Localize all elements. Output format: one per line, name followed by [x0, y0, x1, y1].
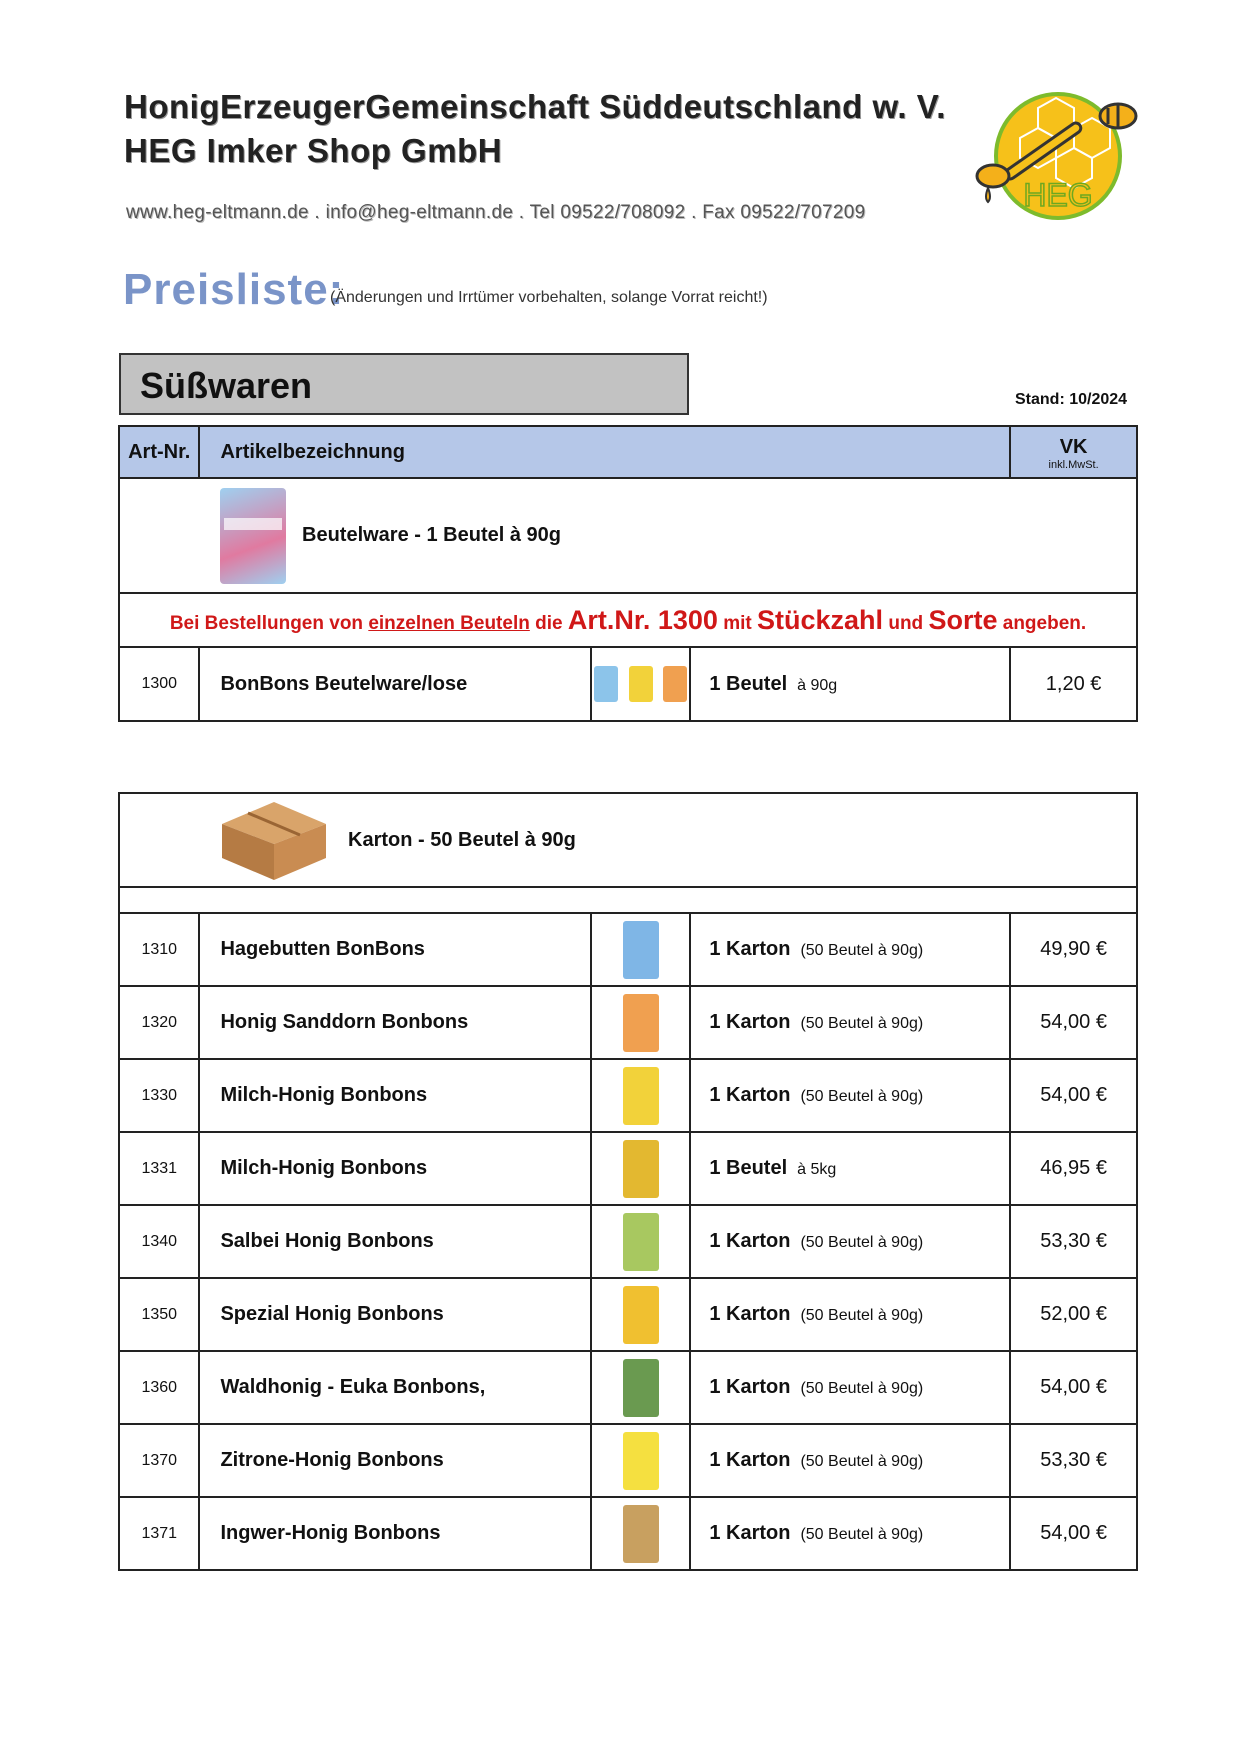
table-row	[119, 1424, 1137, 1497]
section-title: Süßwaren	[140, 365, 313, 406]
table-row	[119, 1351, 1137, 1424]
article-name: Ingwer-Honig Bonbons	[199, 1497, 590, 1570]
product-image	[591, 647, 691, 721]
candy-bag-icon	[623, 1213, 659, 1271]
article-name: BonBons Beutelware/lose	[199, 647, 590, 721]
price: 54,00 €	[1010, 1497, 1137, 1570]
candy-bag-icon	[629, 666, 653, 702]
article-number: 1320	[119, 986, 199, 1059]
stand-date: Stand: 10/2024	[1015, 391, 1128, 408]
article-number: 1371	[119, 1497, 199, 1570]
group-banner-title: Beutelware - 1 Beutel à 90g	[302, 524, 561, 546]
price: 52,00 €	[1010, 1278, 1137, 1351]
pricelist-title: Preisliste:	[123, 265, 345, 314]
package-info: 1 Beutel à 5kg	[690, 1132, 1010, 1205]
header-vk-label: VK	[1059, 436, 1088, 458]
price: 54,00 €	[1010, 1059, 1137, 1132]
candy-bag-icon	[623, 994, 659, 1052]
price: 54,00 €	[1010, 986, 1137, 1059]
product-image	[591, 1497, 691, 1570]
product-image	[591, 986, 691, 1059]
group-banner-row	[119, 478, 1137, 593]
package-info: 1 Karton (50 Beutel à 90g)	[690, 1351, 1010, 1424]
table-header-row	[119, 426, 1137, 478]
article-name: Zitrone-Honig Bonbons	[199, 1424, 590, 1497]
product-image	[591, 1059, 691, 1132]
article-name: Salbei Honig Bonbons	[199, 1205, 590, 1278]
product-image	[591, 1278, 691, 1351]
article-name: Milch-Honig Bonbons	[199, 1059, 590, 1132]
article-number: 1340	[119, 1205, 199, 1278]
table-row	[119, 1278, 1137, 1351]
contact-line: www.heg-eltmann.de . info@heg-eltmann.de . Tel 09522/708092 . Fax 09522/707209	[126, 202, 866, 223]
package-info: 1 Karton (50 Beutel à 90g)	[690, 1497, 1010, 1570]
article-name: Milch-Honig Bonbons	[199, 1132, 590, 1205]
article-number: 1350	[119, 1278, 199, 1351]
package-info: 1 Karton (50 Beutel à 90g)	[690, 913, 1010, 986]
article-name: Honig Sanddorn Bonbons	[199, 986, 590, 1059]
header-vk-sub: inkl.MwSt.	[1048, 459, 1099, 471]
price: 53,30 €	[1010, 1205, 1137, 1278]
pricelist-note: (Änderungen und Irrtümer vorbehalten, solange Vorrat reicht!)	[330, 289, 768, 306]
candy-bag-icon	[594, 666, 618, 702]
product-image	[591, 913, 691, 986]
price-table-bags	[118, 425, 1138, 722]
article-number: 1370	[119, 1424, 199, 1497]
product-image	[591, 1132, 691, 1205]
candy-bag-icon	[220, 488, 286, 584]
header-art-nr: Art-Nr.	[119, 426, 199, 478]
group-banner-row	[119, 793, 1137, 887]
heg-logo	[968, 86, 1146, 222]
order-notice-row	[119, 593, 1137, 647]
price: 53,30 €	[1010, 1424, 1137, 1497]
order-notice: Bei Bestellungen von einzelnen Beuteln die Art.Nr. 1300 mit Stückzahl und Sorte angeben.	[119, 593, 1137, 647]
article-number: 1310	[119, 913, 199, 986]
price-table-cartons	[118, 792, 1138, 1571]
carton-rows	[119, 913, 1137, 1570]
table-row	[119, 1059, 1137, 1132]
candy-bag-icon	[623, 1140, 659, 1198]
package-info: 1 Beutel à 90g	[690, 647, 1010, 721]
carton-box-icon	[218, 798, 330, 882]
article-name: Spezial Honig Bonbons	[199, 1278, 590, 1351]
table-row	[119, 1497, 1137, 1570]
header-article-name: Artikelbezeichnung	[199, 426, 1010, 478]
package-info: 1 Karton (50 Beutel à 90g)	[690, 986, 1010, 1059]
candy-bag-icon	[623, 1286, 659, 1344]
article-number: 1360	[119, 1351, 199, 1424]
table-row	[119, 647, 1137, 721]
group-banner-title: Karton - 50 Beutel à 90g	[348, 828, 576, 851]
candy-bag-icon	[663, 666, 687, 702]
article-number: 1331	[119, 1132, 199, 1205]
table-row	[119, 1132, 1137, 1205]
product-image	[591, 1351, 691, 1424]
product-image	[591, 1424, 691, 1497]
price: 1,20 €	[1010, 647, 1137, 721]
article-name: Hagebutten BonBons	[199, 913, 590, 986]
price: 46,95 €	[1010, 1132, 1137, 1205]
price: 54,00 €	[1010, 1351, 1137, 1424]
spacer-row	[119, 887, 1137, 913]
price: 49,90 €	[1010, 913, 1137, 986]
candy-bag-icon	[623, 1067, 659, 1125]
org-name-line2: HEG Imker Shop GmbH	[124, 132, 503, 169]
package-info: 1 Karton (50 Beutel à 90g)	[690, 1205, 1010, 1278]
logo-text: HEG	[1023, 177, 1093, 213]
product-image	[591, 1205, 691, 1278]
table-row	[119, 1205, 1137, 1278]
org-name-line1: HonigErzeugerGemeinschaft Süddeutschland w. V.	[124, 88, 946, 125]
package-info: 1 Karton (50 Beutel à 90g)	[690, 1424, 1010, 1497]
article-number: 1300	[119, 647, 199, 721]
article-number: 1330	[119, 1059, 199, 1132]
header-vk	[1010, 426, 1137, 478]
candy-bag-icon	[623, 1432, 659, 1490]
package-info: 1 Karton (50 Beutel à 90g)	[690, 1059, 1010, 1132]
candy-bag-icon	[623, 1359, 659, 1417]
table-row	[119, 986, 1137, 1059]
candy-bag-icon	[623, 1505, 659, 1563]
article-name: Waldhonig - Euka Bonbons,	[199, 1351, 590, 1424]
table-row	[119, 913, 1137, 986]
candy-bag-icon	[623, 921, 659, 979]
package-info: 1 Karton (50 Beutel à 90g)	[690, 1278, 1010, 1351]
